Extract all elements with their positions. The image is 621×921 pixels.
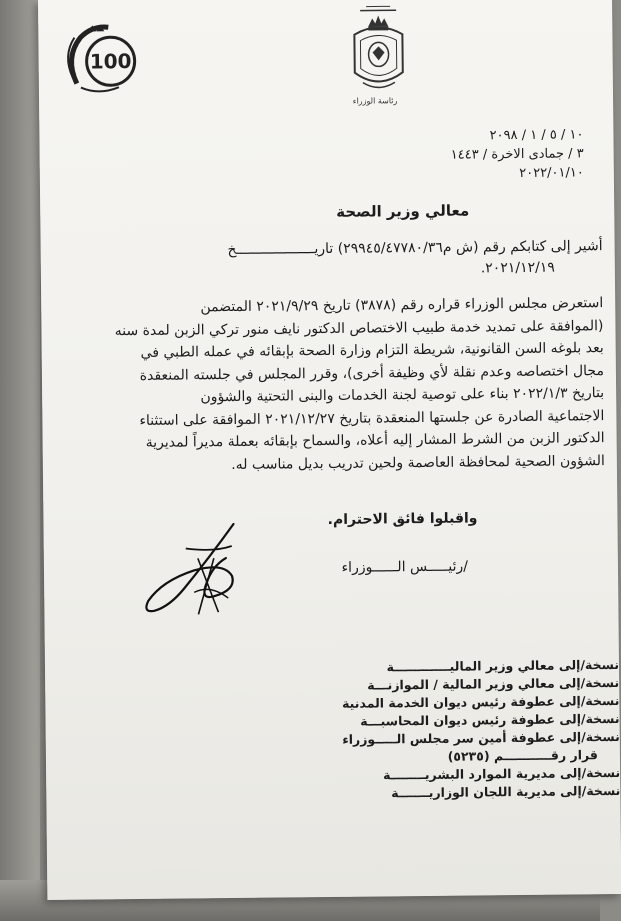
body-line: استعرض مجلس الوزراء قراره رقم (٣٨٧٨) تاريخ ٢٠٢١/٩/٢٩ المتضمن bbox=[200, 295, 604, 316]
copy-item: نسخة/إلى معالي وزير الماليـــــــــــــة bbox=[386, 656, 620, 675]
body-line: الاجتماعية الصادرة عن جلستها المنعقدة بتاريخ ٢٠٢١/١٢/٢٧ الموافقة على استثناء bbox=[139, 407, 605, 429]
copies-list bbox=[299, 656, 620, 803]
copy-item: نسخة/إلى عطوفة أمين سر مجلس الـــــوزراء bbox=[342, 728, 620, 747]
letter-page bbox=[38, 0, 621, 900]
copy-item: نسخة/إلى عطوفة رئيس ديوان الخدمة المدنية bbox=[341, 692, 620, 711]
copy-item: نسخة/إلى معالي وزير المالية / الموازنـــة bbox=[367, 674, 620, 693]
copy-item: نسخة/إلى مديرية الموارد البشريــــــــة bbox=[382, 764, 621, 783]
body-line: بعد بلوغه السن القانونية، شريطة التزام وزارة الصحة بإبقائه في عمله الطبي في bbox=[140, 340, 604, 361]
body-line: الدكتور الزبن من الشرط المشار إليه أعلاه، والسماح بإبقائه بعملة مديراً لمديرية bbox=[145, 430, 605, 451]
closing-line: واقبلوا فائق الاحترام. bbox=[327, 510, 478, 528]
handwritten-signature bbox=[113, 518, 264, 630]
body-paragraph bbox=[63, 292, 605, 478]
hijri-date: ٣ / جمادى الاخرة / ١٤٤٣ bbox=[450, 146, 584, 163]
copy-item: نسخة/إلى مديرية اللجان الوزاريـــــــة bbox=[391, 782, 621, 801]
reference-line-2: ٢٠٢١/١٢/١٩. bbox=[480, 259, 555, 277]
gregorian-date: ٢٠٢٢/٠١/١٠ bbox=[519, 165, 584, 181]
body-line: مجال اختصاصه وعدم نقلة لأي وظيفة أخرى)، وقرر المجلس في جلسته المنعقدة bbox=[139, 362, 604, 384]
body-line: (الموافقة على تمديد خدمة طبيب الاختصاص الدكتور نايف منور تركي الزبن لمدة سنه bbox=[114, 317, 604, 339]
signature-title: /رئيـــــس الــــــوزراء bbox=[341, 558, 469, 576]
copy-item: قرار رقـــــــــــم (٥٢٣٥) bbox=[447, 747, 599, 764]
body-line: الشؤون الصحية لمحافظة العاصمة ولحين تدريب بديل مناسب له. bbox=[231, 452, 605, 473]
reference-line-1: أشير إلى كتابكم رقم (ش م٢٩٩٤٥/٤٧٧٨٠/٣٦) تاريـــــــــــــــــــخ bbox=[227, 238, 603, 259]
body-line: بتاريخ ٢٠٢٢/١/٣ بناء على توصية لجنة الخدمات والبنى التحتية والشؤون bbox=[200, 385, 605, 406]
recipient-line: معالي وزير الصحة bbox=[336, 201, 470, 221]
reference-number: ١٠ / ٥ / ١ / ٢٠٩٨ bbox=[489, 127, 584, 144]
state-emblem-icon bbox=[338, 0, 419, 111]
centennial-logo bbox=[58, 17, 147, 98]
copy-item: نسخة/إلى عطوفة رئيس ديوان المحاسبـــة bbox=[360, 710, 620, 729]
emblem-caption: رئاسة الوزراء bbox=[352, 96, 398, 106]
centennial-number: 100 bbox=[89, 49, 132, 74]
background-left bbox=[0, 0, 40, 921]
